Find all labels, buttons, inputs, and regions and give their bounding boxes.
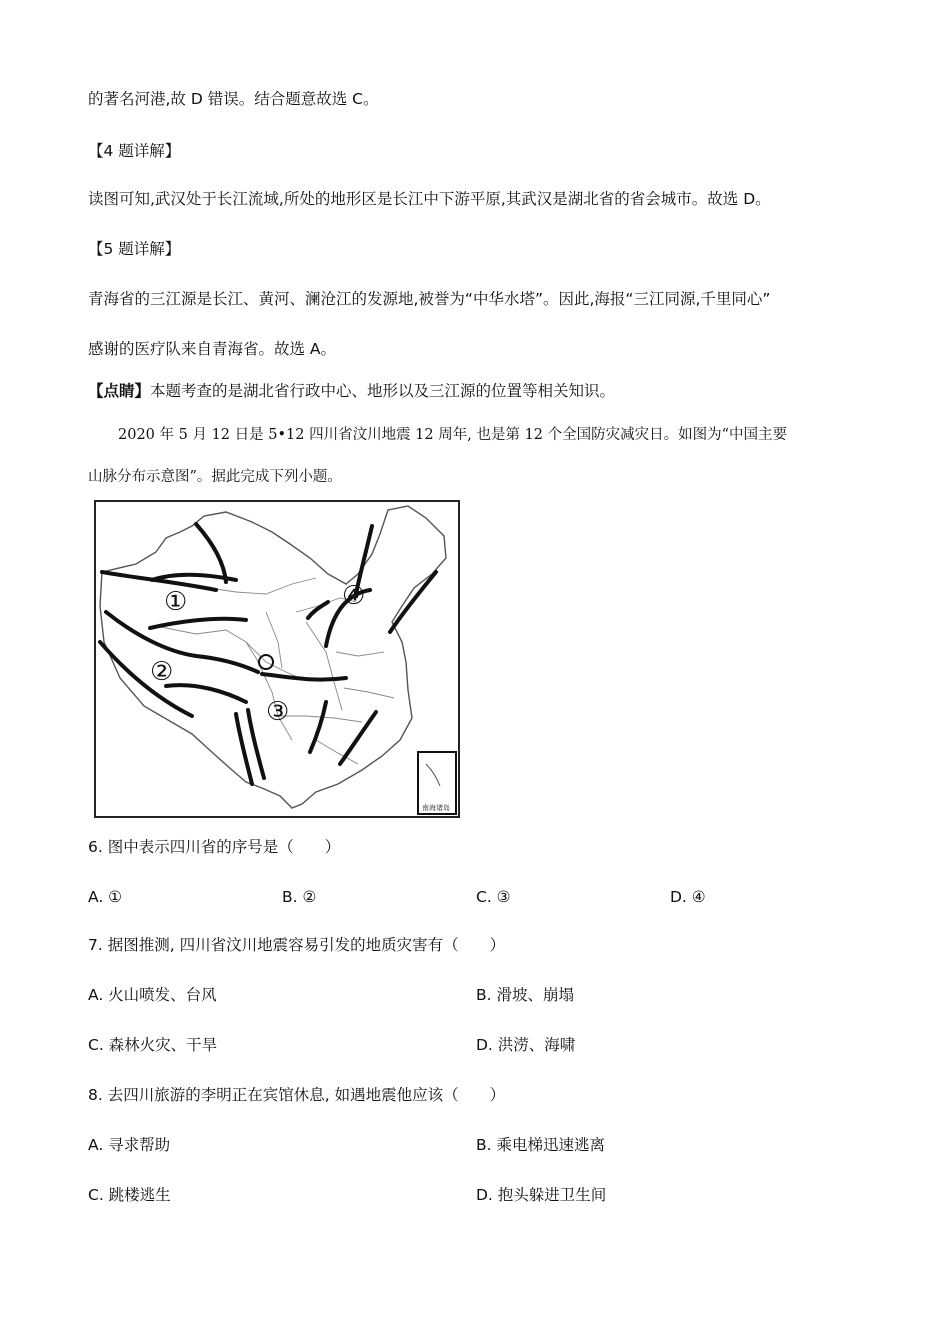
mountain-ranges <box>100 524 436 784</box>
question-8-option-d: D. 抱头躲进卫生间 <box>476 1186 607 1204</box>
map-drawing <box>96 502 458 816</box>
question-8-stem: 8. 去四川旅游的李明正在宾馆休息, 如遇地震他应该（ ） <box>88 1086 506 1104</box>
mountain-qinling <box>262 674 346 680</box>
section-heading-4: 【4 题详解】 <box>88 142 181 160</box>
question-6-option-d: D. ④ <box>670 888 706 906</box>
mountain-helan <box>308 602 328 618</box>
mountain-qilian <box>150 619 246 628</box>
question-6-option-b: B. ② <box>282 888 317 906</box>
tip-label: 【点睛】 <box>88 382 151 400</box>
answer-text-5-line2: 感谢的医疗队来自青海省。故选 A。 <box>88 340 337 358</box>
question-6-option-a: A. ① <box>88 888 123 906</box>
question-7-option-a: A. 火山喷发、台风 <box>88 986 217 1004</box>
question-8-option-b: B. 乘电梯迅速逃离 <box>476 1136 605 1154</box>
tip-text: 本题考查的是湖北省行政中心、地形以及三江源的位置等相关知识。 <box>150 382 616 400</box>
answer-text-5-line1: 青海省的三江源是长江、黄河、澜沧江的发源地,被誉为“中华水塔”。因此,海报“三江同源,千里同心” <box>88 290 771 308</box>
tip-paragraph <box>88 380 615 402</box>
mountain-hengduan-2 <box>248 710 264 778</box>
question-6-option-c: C. ③ <box>476 888 511 906</box>
question-7-option-c: C. 森林火灾、干旱 <box>88 1036 218 1054</box>
intro-line1: 2020 年 5 月 12 日是 5•12 四川省汶川地震 12 周年, 也是第 12 个全国防灾减灾日。如图为“中国主要 <box>118 427 788 443</box>
mountain-tanggula <box>166 685 246 702</box>
label-1: ① <box>164 587 188 617</box>
question-7-option-d: D. 洪涝、海啸 <box>476 1036 576 1054</box>
question-7-option-b: B. 滑坡、崩塌 <box>476 986 574 1004</box>
question-6-stem: 6. 图中表示四川省的序号是（ ） <box>88 838 341 856</box>
intro-line2: 山脉分布示意图”。据此完成下列小题。 <box>88 469 342 485</box>
question-8-option-c: C. 跳楼逃生 <box>88 1186 171 1204</box>
mountain-changbai <box>390 572 436 632</box>
question-7-stem: 7. 据图推测, 四川省汶川地震容易引发的地质灾害有（ ） <box>88 936 506 954</box>
china-mountains-map <box>94 500 460 818</box>
answer-text-4: 读图可知,武汉处于长江流域,所处的地形区是长江中下游平原,其武汉是湖北省的省会城市。故选 D。 <box>88 190 771 208</box>
label-3: ③ <box>266 697 290 727</box>
label-2: ② <box>150 657 174 687</box>
answer-text-3-end: 的著名河港,故 D 错误。结合题意故选 C。 <box>88 90 379 108</box>
question-8-option-a: A. 寻求帮助 <box>88 1136 171 1154</box>
inset-label: 南海诸岛 <box>422 804 450 812</box>
label-4: ④ <box>342 581 366 611</box>
section-heading-5: 【5 题详解】 <box>88 240 181 258</box>
